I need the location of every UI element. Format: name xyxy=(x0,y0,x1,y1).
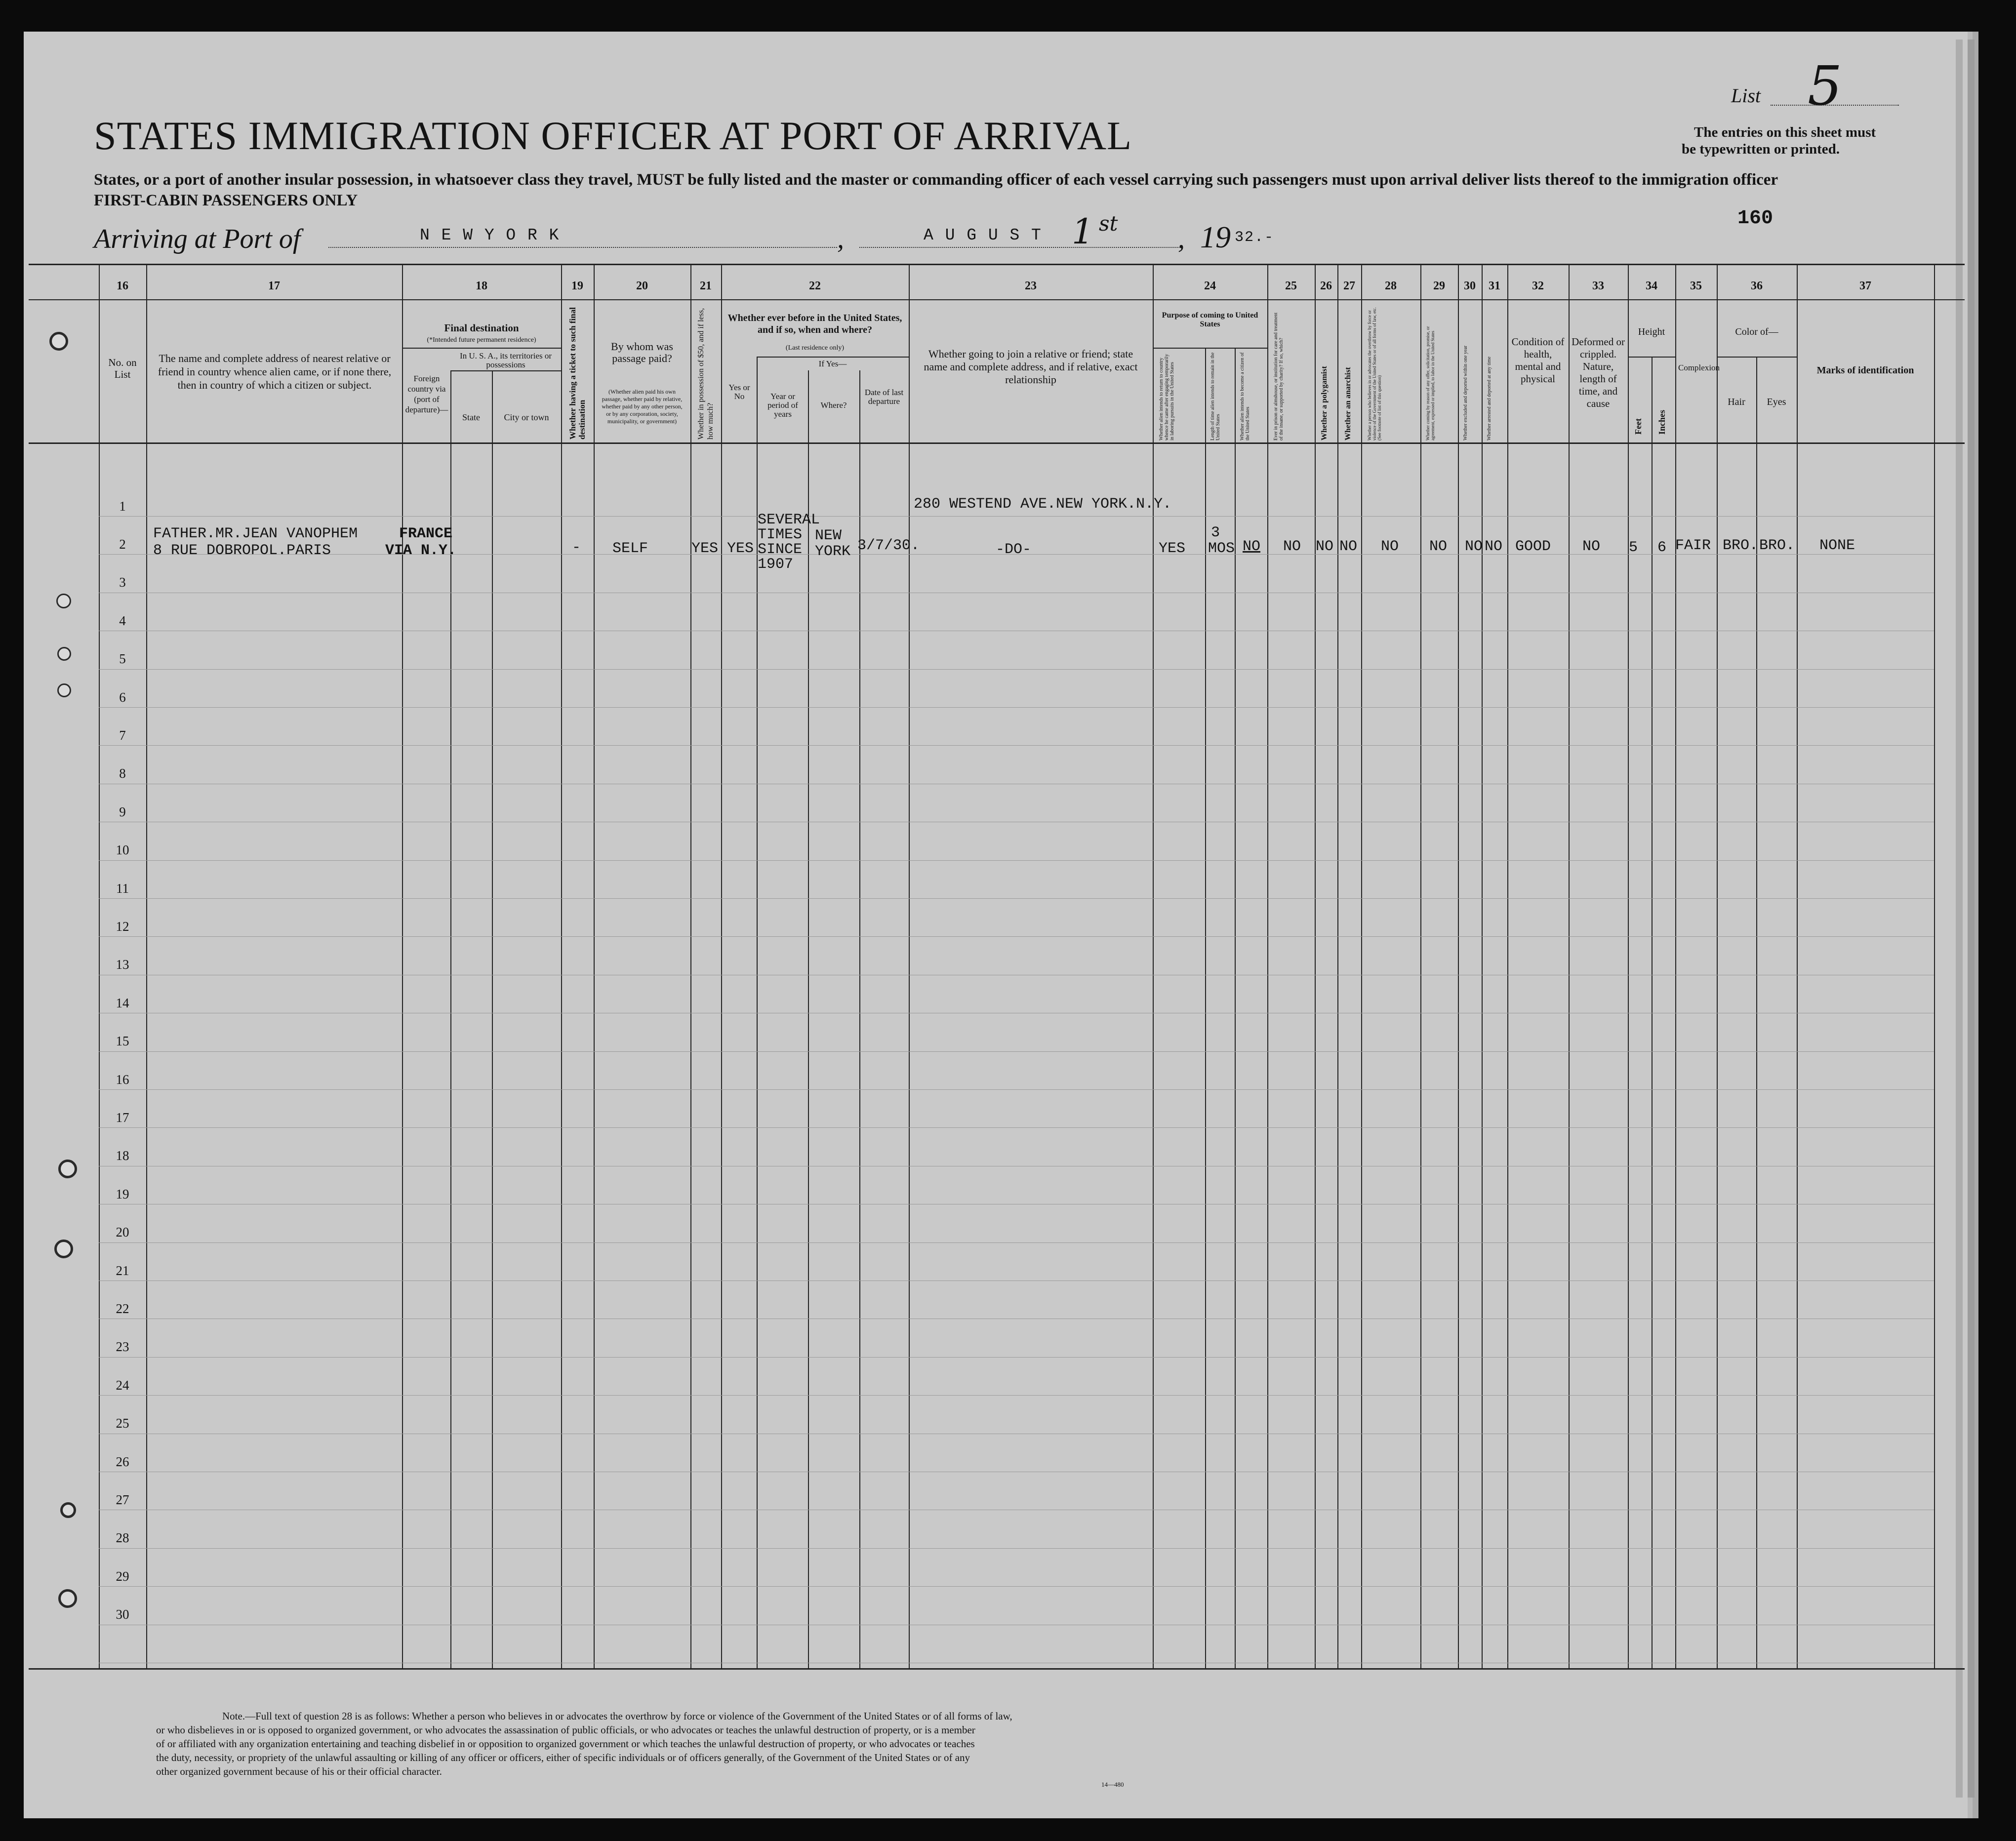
list-label: List xyxy=(1731,84,1761,107)
row-number: 4 xyxy=(119,613,126,628)
port-line xyxy=(328,247,837,248)
column-number: 27 xyxy=(1343,280,1355,292)
column-number: 36 xyxy=(1751,280,1763,292)
header-q29: Whether coming by reason of any offer, solicitation, promise, or agreement, expressed or implied, to labor in the United States xyxy=(1425,326,1435,440)
row-rule xyxy=(99,1395,1934,1396)
row-rule xyxy=(99,707,1934,708)
page-edge xyxy=(1968,40,1975,1798)
column-number: 32 xyxy=(1532,280,1544,292)
row-number: 27 xyxy=(116,1492,129,1507)
header-polygamist: Whether a polygamist xyxy=(1320,366,1329,440)
row2-join-relative: -DO- xyxy=(996,541,1032,558)
table-bottom-border xyxy=(29,1668,1965,1670)
row-rule xyxy=(99,898,1934,899)
row2-before-yes: YES xyxy=(727,540,754,557)
row2-where-line2: YORK xyxy=(815,543,851,560)
row2-relative-line2: 8 RUE DOBROPOL.PARIS xyxy=(153,542,331,559)
col-line xyxy=(721,264,722,1668)
row-number: 25 xyxy=(116,1416,129,1431)
subheader-divider xyxy=(757,357,909,358)
column-number: 35 xyxy=(1690,280,1702,292)
year-prefix: 19 xyxy=(1200,221,1231,254)
row2-polygamist: NO xyxy=(1316,538,1334,555)
header-intends-citizen: Whether alien intends to become a citizen of the United States xyxy=(1240,352,1250,440)
row-number: 28 xyxy=(116,1530,129,1545)
row-rule xyxy=(99,860,1934,861)
list-number: 5 xyxy=(1808,54,1842,118)
header-ticket: Whether having a ticket to such final destination xyxy=(568,307,587,440)
table-top-border xyxy=(29,264,1965,265)
row2-period-line3: SINCE xyxy=(758,541,803,558)
col-line xyxy=(1361,264,1362,1668)
column-number: 19 xyxy=(571,280,583,292)
row2-period-line1: SEVERAL xyxy=(758,512,820,528)
header-deformed: Deformed or crippled. Nature, length of time, and cause xyxy=(1572,336,1625,409)
form-code: 14—480 xyxy=(1101,1781,1124,1788)
col-line xyxy=(1675,264,1676,1668)
header-q28: Whether a person who believes in or advocates the overthrow by force or violence of the Government of the United States or of all forms of law, etc. (See footnote of list of this question) xyxy=(1367,307,1382,440)
header-date-last-departure: Date of last departure xyxy=(864,388,904,406)
row-number: 18 xyxy=(116,1148,129,1163)
subheader-divider xyxy=(1153,348,1267,349)
row2-period-line2: TIMES xyxy=(758,526,803,543)
arrival-day-suffix: st xyxy=(1099,211,1118,236)
row2-length-line1: 3 xyxy=(1211,524,1220,541)
binder-hole xyxy=(60,1502,76,1518)
row2-q30: NO xyxy=(1465,538,1483,555)
header-inches: Inches xyxy=(1657,409,1667,435)
row-number: 12 xyxy=(116,919,129,934)
col-line xyxy=(1337,264,1338,1668)
row-rule xyxy=(99,1357,1934,1358)
row2-ticket: - xyxy=(572,539,581,556)
binder-hole xyxy=(56,594,71,608)
date-line xyxy=(859,247,1180,248)
arrival-month: A U G U S T xyxy=(924,226,1042,244)
row2-where-line1: NEW xyxy=(815,527,842,544)
header-prison: Ever in prison or almshouse, or institution for care and treatment of the insane, or supported by charity? If so, which? xyxy=(1273,312,1284,440)
row-rule xyxy=(99,669,1934,670)
row2-q28: NO xyxy=(1381,538,1399,555)
row-number: 23 xyxy=(116,1339,129,1354)
col-line xyxy=(450,370,451,1668)
col-line xyxy=(1507,264,1508,1668)
row2-hair: BRO. xyxy=(1723,537,1759,554)
row2-anarchist: NO xyxy=(1339,538,1358,555)
footnote-line2: or who disbelieves in or is opposed to organized government, or who advocates the assassination of public officials, or who advocates or teaches the unlawful destruction of property, or is a member xyxy=(156,1724,975,1736)
header-anarchist: Whether an anarchist xyxy=(1344,367,1352,440)
row-number: 15 xyxy=(116,1034,129,1048)
port-name: N E W Y O R K xyxy=(420,226,560,244)
column-number: 16 xyxy=(117,280,128,292)
header-q30: Whether excluded and deported within one year xyxy=(1463,345,1468,440)
col-line xyxy=(1458,264,1459,1668)
row2-intends-citizen: NO xyxy=(1243,538,1261,555)
row-rule xyxy=(99,745,1934,746)
row-rule xyxy=(99,1242,1934,1243)
row2-relative-line1: FATHER.MR.JEAN VANOPHEM xyxy=(153,525,358,542)
col-line xyxy=(561,264,562,1668)
row-rule xyxy=(99,1051,1934,1052)
row-rule xyxy=(99,1586,1934,1587)
column-number: 25 xyxy=(1285,280,1297,292)
row-number: 10 xyxy=(116,842,129,857)
binder-hole xyxy=(49,332,68,351)
col-line xyxy=(402,264,403,1668)
header-city-or-town: City or town xyxy=(504,412,549,422)
column-number: 30 xyxy=(1464,280,1476,292)
col-line xyxy=(492,370,493,1668)
comma: , xyxy=(1178,224,1185,254)
row-number: 20 xyxy=(116,1225,129,1240)
subheader-divider xyxy=(1717,357,1797,358)
row-number: 22 xyxy=(116,1301,129,1316)
col-line xyxy=(1717,264,1718,1668)
header-if-yes: If Yes— xyxy=(818,359,847,368)
row2-period-line4: 1907 xyxy=(758,556,794,573)
header-year-or-period: Year or period of years xyxy=(767,392,798,419)
col-line xyxy=(1153,264,1154,1668)
row-number: 26 xyxy=(116,1454,129,1469)
header-q31: Whether arrested and deported at any time xyxy=(1487,357,1492,440)
page-edge xyxy=(1956,40,1963,1798)
header-possession-50: Whether in possession of $50, and if less, how much? xyxy=(697,308,715,440)
row-rule xyxy=(99,1089,1934,1090)
header-final-destination-note: (*Intended future permanent residence) xyxy=(427,336,536,344)
col-line xyxy=(1205,348,1206,1668)
col-line xyxy=(1235,348,1236,1668)
row-number: 19 xyxy=(116,1187,129,1201)
col-line xyxy=(1267,264,1268,1668)
row-number: 13 xyxy=(116,957,129,972)
col-line xyxy=(1934,264,1935,1668)
intro-text: States, or a port of another insular possession, in whatsoever class they travel, MUST be fully listed and the master or commanding officer of each vessel carrying such passengers must upon arrival deliver lists thereof to the immigration officer xyxy=(94,171,1778,189)
col-line xyxy=(146,264,147,1668)
row-number: 1 xyxy=(119,499,126,514)
row2-passage-paid: SELF xyxy=(612,540,648,557)
header-intends-return: Whether alien intends to return to country whence he came after engaging temporarily in laboring pursuits in the United States xyxy=(1159,354,1175,440)
header-relative-address: The name and complete address of nearest relative or friend in country whence alien came, or if none there, then in country of which a citizen or subject. xyxy=(158,352,392,391)
col-line xyxy=(1420,264,1421,1668)
row2-prison: NO xyxy=(1283,538,1301,555)
column-number: 18 xyxy=(476,280,487,292)
header-final-destination: Final destination xyxy=(444,322,519,334)
header-state: State xyxy=(462,412,480,422)
comma: , xyxy=(837,224,844,254)
footnote-line4: the duty, necessity, or propriety of the unlawful assaulting or killing of any officer or officers, either of specific individuals or of officers generally, of the Government of the United States or of any xyxy=(156,1752,970,1763)
row-rule xyxy=(99,1127,1934,1128)
row-number: 6 xyxy=(119,690,126,705)
subheader-divider xyxy=(1628,357,1675,358)
footnote-line3: of or affiliated with any organization entertaining and teaching disbelief in or opposition to organized government or which teaches the unlawful destruction of property, or who advocates or teaches xyxy=(156,1738,975,1750)
header-hair: Hair xyxy=(1728,397,1745,407)
header-yes-or-no: Yes or No xyxy=(728,383,750,401)
row2-deformed: NO xyxy=(1582,538,1601,555)
column-number: 33 xyxy=(1592,280,1604,292)
row-number: 2 xyxy=(119,537,126,552)
binder-hole xyxy=(54,1240,73,1258)
col-line xyxy=(859,370,860,1668)
row-number: 14 xyxy=(116,996,129,1010)
row2-date-last-departure: 3/7/30. xyxy=(857,537,920,554)
row2-feet: 5 xyxy=(1629,539,1638,556)
col-line xyxy=(1628,264,1629,1668)
subheader-divider xyxy=(450,370,561,371)
column-number: 26 xyxy=(1320,280,1332,292)
column-number: 22 xyxy=(809,280,821,292)
header-no-on-list: No. on List xyxy=(108,357,137,380)
header-join-relative: Whether going to join a relative or friend; state name and complete address, and if relative, exact relationship xyxy=(924,348,1138,386)
row-rule xyxy=(99,1548,1934,1549)
header-passage-paid: By whom was passage paid? xyxy=(611,340,673,364)
binder-hole xyxy=(57,647,71,661)
row-rule xyxy=(99,936,1934,937)
row2-q29: NO xyxy=(1429,538,1448,555)
column-number: 34 xyxy=(1646,280,1657,292)
row-number: 29 xyxy=(116,1569,129,1584)
col-line xyxy=(1797,264,1798,1668)
header-complexion: Complexion xyxy=(1678,363,1720,372)
row-number: 5 xyxy=(119,651,126,666)
binder-hole xyxy=(58,1160,77,1178)
instructions-line2: be typewritten or printed. xyxy=(1682,141,1840,157)
arrival-day: 1 xyxy=(1072,211,1094,252)
row2-length-line2: MOS xyxy=(1208,540,1235,557)
header-bottom-border xyxy=(29,442,1965,444)
row-rule xyxy=(99,516,1934,517)
row-number: 21 xyxy=(116,1263,129,1278)
row-number: 17 xyxy=(116,1110,129,1125)
row-number: 30 xyxy=(116,1607,129,1622)
page-title: STATES IMMIGRATION OFFICER AT PORT OF ARRIVAL xyxy=(94,113,1132,158)
header-where: Where? xyxy=(820,400,847,410)
binder-hole xyxy=(58,1589,77,1608)
header-marks: Marks of identification xyxy=(1816,365,1914,376)
row2-foreign-country-line1: FRANCE xyxy=(399,525,453,542)
row2-possession-50: YES xyxy=(691,540,719,557)
subheader-divider xyxy=(402,348,561,349)
col-line xyxy=(690,264,691,1668)
year-suffix: 32.- xyxy=(1235,229,1275,246)
row-number: 3 xyxy=(119,575,126,590)
row-number: 7 xyxy=(119,728,126,743)
row-number: 9 xyxy=(119,804,126,819)
col-line xyxy=(808,370,809,1668)
header-passage-paid-note: (Whether alien paid his own passage, whether paid by relative, whether paid by any other person, or by any corporation, society, municipality, or government) xyxy=(602,388,683,425)
row2-marks: NONE xyxy=(1819,537,1855,554)
header-purpose: Purpose of coming to United States xyxy=(1162,311,1258,328)
header-length-of-time: Length of time alien intends to remain in the United States xyxy=(1210,352,1221,440)
row-number: 8 xyxy=(119,766,126,781)
row2-intends-return: YES xyxy=(1159,540,1186,557)
col-line xyxy=(909,264,910,1668)
row2-complexion: FAIR xyxy=(1675,537,1711,554)
list-number-underline xyxy=(1771,105,1899,106)
header-before-in-us: Whether ever before in the United States, and if so, when and where? xyxy=(727,313,902,335)
row-number: 11 xyxy=(116,881,129,896)
header-health: Condition of health, mental and physical xyxy=(1511,336,1565,385)
header-last-residence: (Last residence only) xyxy=(785,344,845,352)
col-line xyxy=(1569,264,1570,1668)
row2-foreign-country-line2: VIA N.Y. xyxy=(385,542,457,559)
instructions-line1: The entries on this sheet must xyxy=(1694,124,1876,140)
col-line xyxy=(594,264,595,1668)
column-number: 21 xyxy=(700,280,712,292)
cabin-class: FIRST-CABIN PASSENGERS ONLY xyxy=(94,192,358,209)
column-number: 31 xyxy=(1489,280,1500,292)
row2-eyes: BRO. xyxy=(1759,537,1795,554)
footnote-line5: other organized government because of his or their official character. xyxy=(156,1765,442,1777)
header-eyes: Eyes xyxy=(1767,397,1786,407)
column-number: 28 xyxy=(1385,280,1397,292)
header-height: Height xyxy=(1638,326,1665,337)
column-number: 17 xyxy=(268,280,280,292)
column-number: 29 xyxy=(1433,280,1445,292)
row-number: 24 xyxy=(116,1378,129,1393)
row2-q31: NO xyxy=(1485,538,1503,555)
footnote-line1: Note.—Full text of question 28 is as follows: Whether a person who believes in or advocates the overthrow by force or violence of the Government of the United States or of all forms of law, xyxy=(222,1710,1012,1722)
header-foreign-country: Foreign country via (port of departure)— xyxy=(405,374,448,414)
col-line xyxy=(1482,264,1483,1668)
row-number: 16 xyxy=(116,1072,129,1087)
binder-hole xyxy=(57,683,71,697)
column-number: 24 xyxy=(1204,280,1216,292)
header-feet: Feet xyxy=(1633,418,1643,435)
column-number: 20 xyxy=(636,280,648,292)
arriving-label: Arriving at Port of xyxy=(94,224,301,254)
row2-inches: 6 xyxy=(1657,539,1667,556)
column-number: 37 xyxy=(1859,280,1871,292)
header-color-of: Color of— xyxy=(1735,326,1778,337)
row1-join-address: 280 WESTEND AVE.NEW YORK.N.Y. xyxy=(914,496,1172,513)
column-number: 23 xyxy=(1025,280,1037,292)
row2-health: GOOD xyxy=(1515,538,1551,555)
col-line xyxy=(1315,264,1316,1668)
column-number-divider xyxy=(29,299,1965,300)
header-in-usa: In U. S. A., its territories or possessions xyxy=(459,351,552,369)
sheet-code: 160 xyxy=(1737,207,1774,230)
